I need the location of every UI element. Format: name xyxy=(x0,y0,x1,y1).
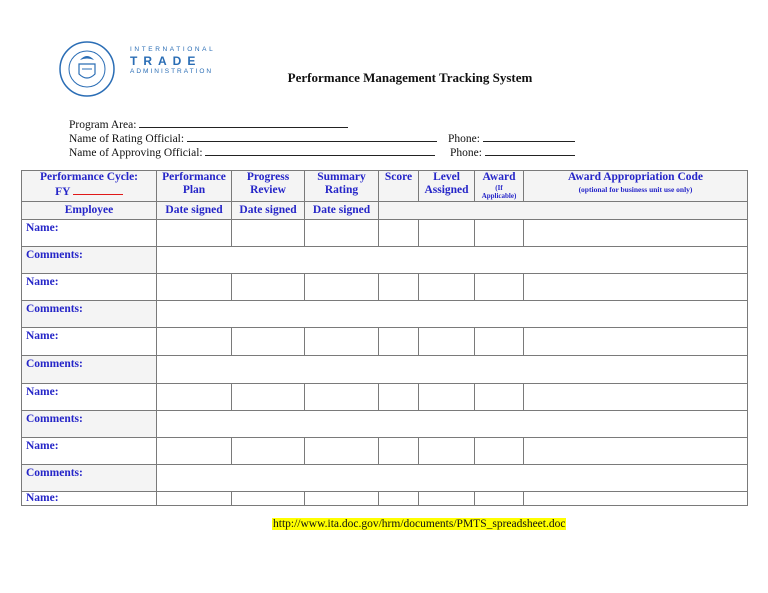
table-row-comments xyxy=(22,411,748,438)
approving-phone-label: Phone: xyxy=(450,147,482,159)
cell-level[interactable] xyxy=(419,274,475,301)
subheader-employee: Employee xyxy=(22,202,157,220)
table-row-name xyxy=(22,328,748,356)
subheader-date-signed-progress: Date signed xyxy=(232,202,305,220)
name-label: Name: xyxy=(22,492,157,506)
cell-score[interactable] xyxy=(379,492,419,506)
cell-level[interactable] xyxy=(419,438,475,465)
name-label: Name: xyxy=(22,274,157,301)
subheader-row xyxy=(22,202,748,220)
header-summary-rating: Summary Rating xyxy=(305,171,379,202)
header-award: Award (If Applicable) xyxy=(475,171,524,202)
comments-label: Comments: xyxy=(22,247,157,274)
name-label: Name: xyxy=(22,384,157,411)
cell-award[interactable] xyxy=(475,492,524,506)
subheader-date-signed-summary: Date signed xyxy=(305,202,379,220)
rating-official-blank[interactable] xyxy=(187,131,437,142)
cell-plan[interactable] xyxy=(157,274,232,301)
cell-award[interactable] xyxy=(475,328,524,356)
table-row-name xyxy=(22,438,748,465)
cell-score[interactable] xyxy=(379,274,419,301)
approving-official-blank[interactable] xyxy=(205,145,435,156)
header-progress-review: Progress Review xyxy=(232,171,305,202)
cell-code[interactable] xyxy=(524,384,748,411)
table-row-comments xyxy=(22,247,748,274)
cell-progress[interactable] xyxy=(232,438,305,465)
logo-line-administration: ADMINISTRATION xyxy=(130,68,214,75)
cell-code[interactable] xyxy=(524,492,748,506)
cell-summary[interactable] xyxy=(305,328,379,356)
header-performance-plan: Performance Plan xyxy=(157,171,232,202)
cell-summary[interactable] xyxy=(305,384,379,411)
cell-progress[interactable] xyxy=(232,492,305,506)
program-area-row xyxy=(69,117,437,131)
cell-summary[interactable] xyxy=(305,438,379,465)
cell-summary[interactable] xyxy=(305,492,379,506)
rating-official-row xyxy=(69,131,480,145)
table-row-name xyxy=(22,384,748,411)
cell-award[interactable] xyxy=(475,438,524,465)
header-performance-cycle: Performance Cycle: FY xyxy=(22,171,157,202)
cell-level[interactable] xyxy=(419,492,475,506)
cell-award[interactable] xyxy=(475,220,524,247)
cell-code[interactable] xyxy=(524,274,748,301)
cell-progress[interactable] xyxy=(232,328,305,356)
cell-plan[interactable] xyxy=(157,438,232,465)
name-label: Name: xyxy=(22,328,157,356)
cell-comments[interactable] xyxy=(157,356,748,384)
cell-comments[interactable] xyxy=(157,465,748,492)
cell-level[interactable] xyxy=(419,384,475,411)
page-title: Performance Management Tracking System xyxy=(287,70,533,85)
table-row-comments xyxy=(22,465,748,492)
cell-award[interactable] xyxy=(475,384,524,411)
approving-phone-blank[interactable] xyxy=(485,145,575,156)
comments-label: Comments: xyxy=(22,356,157,384)
cell-comments[interactable] xyxy=(157,301,748,328)
header-fields xyxy=(69,117,482,159)
cell-score[interactable] xyxy=(379,384,419,411)
cell-comments[interactable] xyxy=(157,411,748,438)
table-row-comments xyxy=(22,301,748,328)
program-area-label: Program Area: xyxy=(69,119,137,131)
cell-summary[interactable] xyxy=(305,274,379,301)
cell-progress[interactable] xyxy=(232,274,305,301)
cell-plan[interactable] xyxy=(157,220,232,247)
fy-blank[interactable] xyxy=(73,184,123,195)
rating-official-label: Name of Rating Official: xyxy=(69,133,185,145)
header-award-appropriation-code: Award Appropriation Code (optional for business unit use only) xyxy=(524,171,748,202)
cell-progress[interactable] xyxy=(232,220,305,247)
program-area-blank[interactable] xyxy=(139,117,348,128)
name-label: Name: xyxy=(22,220,157,247)
header-level-assigned: Level Assigned xyxy=(419,171,475,202)
comments-label: Comments: xyxy=(22,301,157,328)
approving-official-label: Name of Approving Official: xyxy=(69,147,203,159)
cell-level[interactable] xyxy=(419,328,475,356)
rating-phone-label: Phone: xyxy=(448,133,480,145)
subheader-date-signed-plan: Date signed xyxy=(157,202,232,220)
cell-score[interactable] xyxy=(379,220,419,247)
footer-url-link[interactable]: http://www.ita.doc.gov/hrm/documents/PMTS_spreadsheet.doc xyxy=(273,518,566,530)
commerce-seal-icon xyxy=(58,40,116,98)
table-row-name xyxy=(22,492,748,506)
header-score: Score xyxy=(379,171,419,202)
cell-code[interactable] xyxy=(524,220,748,247)
cell-plan[interactable] xyxy=(157,328,232,356)
cell-award[interactable] xyxy=(475,274,524,301)
ita-logo xyxy=(58,40,218,96)
tracking-table xyxy=(21,170,748,506)
logo-line-trade: TRADE xyxy=(130,54,202,68)
approving-official-row xyxy=(69,145,482,159)
comments-label: Comments: xyxy=(22,465,157,492)
cell-code[interactable] xyxy=(524,438,748,465)
cell-comments[interactable] xyxy=(157,247,748,274)
cell-level[interactable] xyxy=(419,220,475,247)
cell-score[interactable] xyxy=(379,438,419,465)
rating-phone-blank[interactable] xyxy=(483,131,575,142)
logo-line-international: INTERNATIONAL xyxy=(130,46,216,53)
cell-progress[interactable] xyxy=(232,384,305,411)
cell-code[interactable] xyxy=(524,328,748,356)
subheader-blank xyxy=(379,202,748,220)
comments-label: Comments: xyxy=(22,411,157,438)
name-label: Name: xyxy=(22,438,157,465)
cell-plan[interactable] xyxy=(157,492,232,506)
cell-score[interactable] xyxy=(379,328,419,356)
table-row-comments xyxy=(22,356,748,384)
cell-plan[interactable] xyxy=(157,384,232,411)
cell-summary[interactable] xyxy=(305,220,379,247)
table-row-name xyxy=(22,220,748,247)
header-row xyxy=(22,171,748,202)
table-row-name xyxy=(22,274,748,301)
